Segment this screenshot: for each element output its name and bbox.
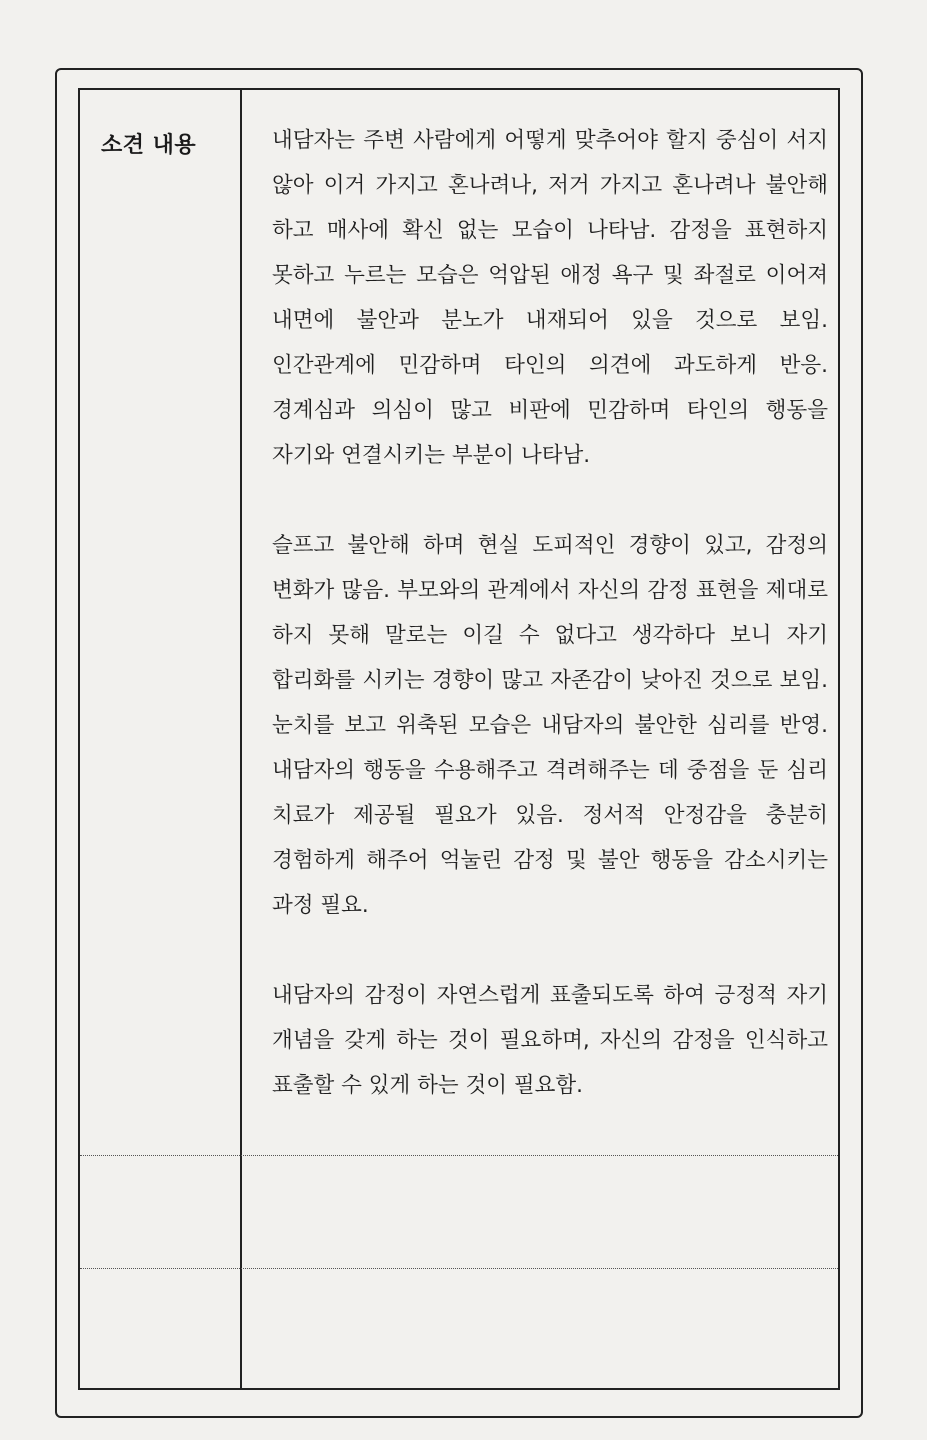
row-divider <box>80 1268 838 1269</box>
findings-paragraph: 슬프고 불안해 하며 현실 도피적인 경향이 있고, 감정의 변화가 많음. 부모와의 관계에서 자신의 감정 표현을 제대로 하지 못해 말로는 이길 수 없다고 생각하다 보니 자기 합리화를 시키는 경향이 많고 자존감이 낮아진 것으로 보임. 눈치를 보고 위축된 모습은 내담자의 불안한 심리를 반영. 내담자의 행동을 수용해주고 격려해주는 데 중점을 둔 심리 치료가 제공될 필요가 있음. 정서적 안정감을 충분히 경험하게 해주어 억눌린 감정 및 불안 행동을 감소시키는 과정 필요. <box>272 533 828 918</box>
column-divider <box>240 88 242 1390</box>
findings-paragraph: 내담자의 감정이 자연스럽게 표출되도록 하여 긍정적 자기 개념을 갖게 하는 것이 필요하며, 자신의 감정을 인식하고 표출할 수 있게 하는 것이 필요함. <box>272 983 828 1098</box>
findings-paragraph: 내담자는 주변 사람에게 어떻게 맞추어야 할지 중심이 서지 않아 이거 가지고 혼나려나, 저거 가지고 혼나려나 불안해 하고 매사에 확신 없는 모습이 나타남. 감정을 표현하지 못하고 누르는 모습은 억압된 애정 욕구 및 좌절로 이어져 내면에 불안과 분노가 내재되어 있을 것으로 보임. 인간관계에 민감하며 타인의 의견에 과도하게 반응. 경계심과 의심이 많고 비판에 민감하며 타인의 행동을 자기와 연결시키는 부분이 나타남. <box>272 128 828 468</box>
row-divider <box>80 1155 838 1156</box>
findings-label: 소견 내용 <box>101 133 197 158</box>
findings-content <box>272 118 828 1108</box>
